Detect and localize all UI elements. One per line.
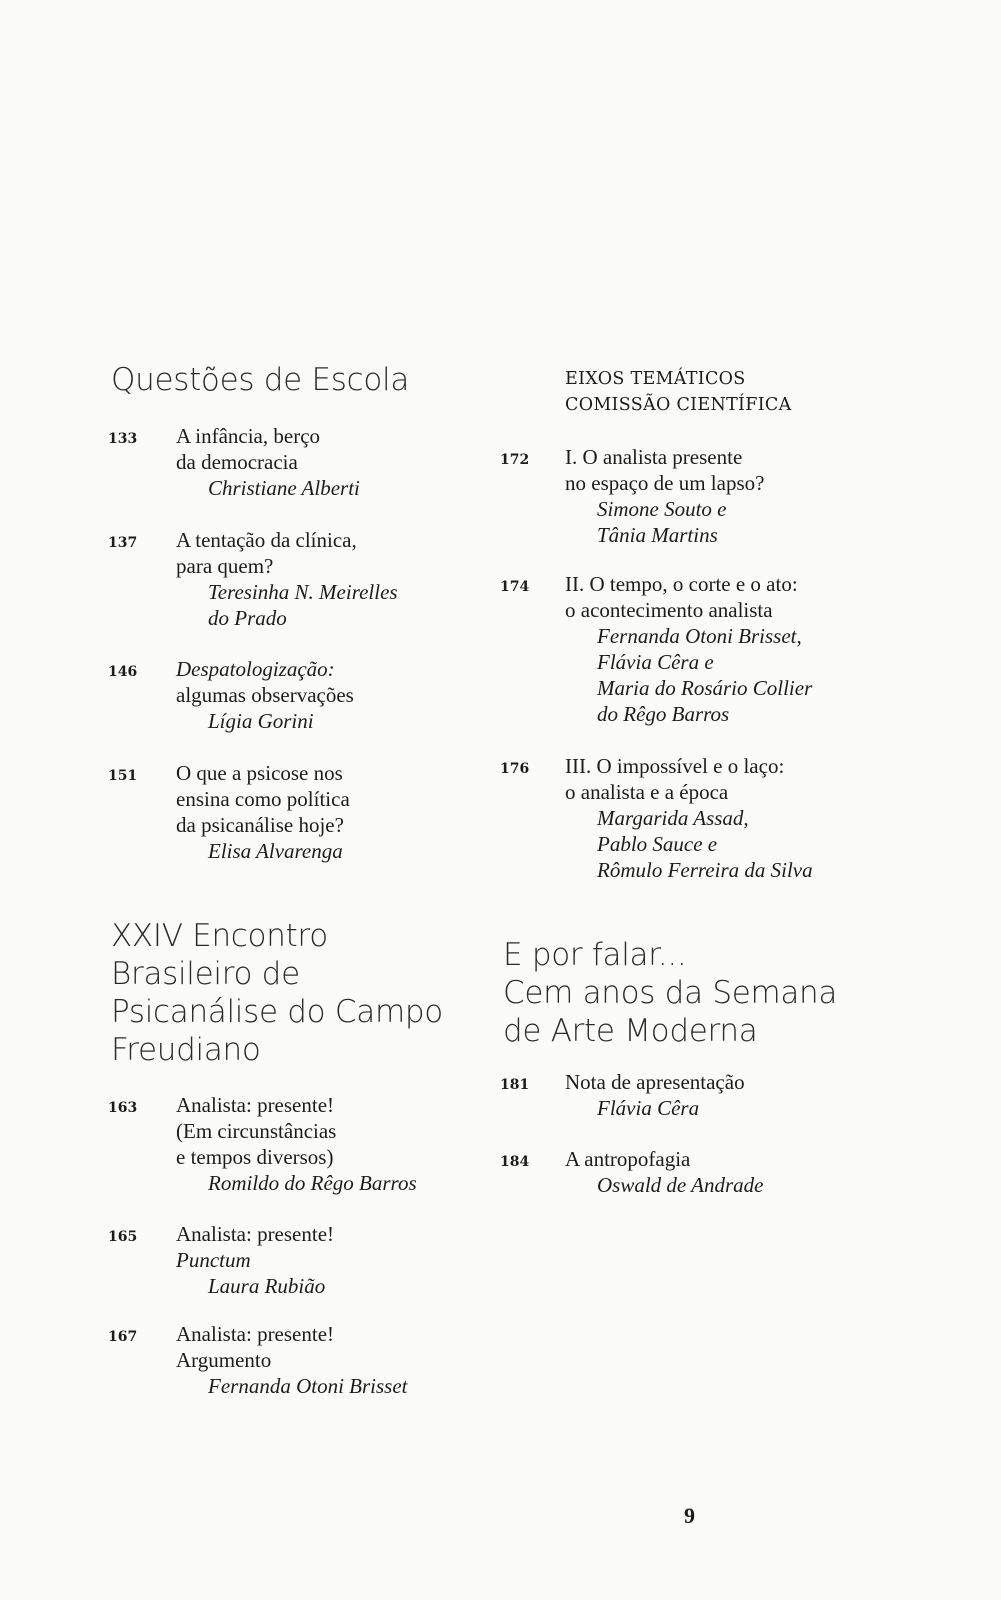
toc-entry-146[interactable] [108, 656, 438, 746]
toc-entry-181[interactable] [500, 1069, 830, 1129]
entry-author: Maria do Rosário Collier [597, 676, 813, 700]
entry-title-line: Analista: presente! [176, 1322, 335, 1346]
entry-title-line: para quem? [176, 554, 274, 578]
entry-author: Romildo do Rêgo Barros [208, 1171, 417, 1195]
entry-title-line: O que a psicose nos [176, 761, 343, 785]
section-title-encontro: XXIV Encontro Brasileiro de Psicanálise do Campo Freudiano [111, 918, 443, 1068]
entry-author: do Prado [208, 606, 287, 630]
entry-title-line: (Em circunstâncias [176, 1119, 337, 1143]
entry-author: Margarida Assad, [597, 806, 749, 830]
entry-title-line: Argumento [176, 1348, 272, 1372]
entry-author: Flávia Cêra e [597, 650, 714, 674]
toc-entry-165[interactable] [108, 1221, 448, 1311]
entry-author: Fernanda Otoni Brisset [208, 1374, 408, 1398]
entry-title-line: III. O impossível e o laço: [565, 754, 785, 778]
toc-entry-151[interactable] [108, 760, 438, 870]
entry-author: Lígia Gorini [208, 709, 314, 733]
entry-title-line: da psicanálise hoje? [176, 813, 344, 837]
entry-title-line: A tentação da clínica, [176, 528, 357, 552]
entry-author: Christiane Alberti [208, 476, 360, 500]
entry-subtitle: Punctum [176, 1248, 251, 1272]
toc-entry-167[interactable] [108, 1321, 448, 1411]
entry-author: Pablo Sauce e [597, 832, 718, 856]
entry-title-line: I. O analista presente [565, 445, 743, 469]
entry-author: Rômulo Ferreira da Silva [597, 858, 813, 882]
page-number: 163 [108, 1100, 138, 1116]
toc-entry-176[interactable] [500, 753, 840, 883]
page-number: 167 [108, 1329, 138, 1345]
toc-entry-133[interactable] [108, 423, 438, 513]
page-number: 146 [108, 664, 138, 680]
entry-author: Teresinha N. Meirelles [208, 580, 398, 604]
section-title-e-por-falar: E por falar... Cem anos da Semana de Arte Moderna [503, 937, 838, 1049]
toc-entry-184[interactable] [500, 1146, 830, 1206]
page-number: 174 [500, 579, 530, 595]
entry-title-line: o analista e a época [565, 780, 729, 804]
toc-entry-174[interactable] [500, 571, 840, 731]
page-number: 133 [108, 431, 138, 447]
entry-title-line: A infância, berço [176, 424, 321, 448]
toc-entry-172[interactable] [500, 444, 830, 554]
entry-title-line: da democracia [176, 450, 298, 474]
entry-author: Fernanda Otoni Brisset, [597, 624, 802, 648]
entry-author: Flávia Cêra [597, 1096, 700, 1120]
entry-title-line: II. O tempo, o corte e o ato: [565, 572, 798, 596]
page-number: 181 [500, 1077, 530, 1093]
toc-entry-163[interactable] [108, 1092, 448, 1202]
entry-title-line: e tempos diversos) [176, 1145, 334, 1169]
page-number: 137 [108, 535, 138, 551]
entry-author: Tânia Martins [597, 523, 718, 547]
page-folio: 9 [684, 1503, 695, 1528]
entry-author: Oswald de Andrade [597, 1173, 764, 1197]
entry-title-line: no espaço de um lapso? [565, 471, 765, 495]
entry-author: Simone Souto e [597, 497, 727, 521]
entry-author: Laura Rubião [208, 1274, 326, 1298]
page-number: 184 [500, 1154, 530, 1170]
entry-title-line: Analista: presente! [176, 1222, 335, 1246]
section-header-eixos: EIXOS TEMÁTICOS COMISSÃO CIENTÍFICA [565, 369, 792, 415]
toc-entry-137[interactable] [108, 527, 438, 637]
entry-title-line: Despatologização: [176, 657, 335, 681]
entry-title-line: ensina como política [176, 787, 350, 811]
page-number: 165 [108, 1229, 138, 1245]
entry-title-line: o acontecimento analista [565, 598, 773, 622]
entry-title-line: Analista: presente! [176, 1093, 335, 1117]
page-number: 151 [108, 768, 138, 784]
entry-title-line: A antropofagia [565, 1147, 691, 1171]
page-number: 176 [500, 761, 530, 777]
entry-title-line: algumas observações [176, 683, 354, 707]
section-title-questoes: Questões de Escola [111, 362, 410, 398]
entry-author: do Rêgo Barros [597, 702, 730, 726]
entry-title-line: Nota de apresentação [565, 1070, 745, 1094]
entry-author: Elisa Alvarenga [208, 839, 343, 863]
page-number: 172 [500, 452, 530, 468]
